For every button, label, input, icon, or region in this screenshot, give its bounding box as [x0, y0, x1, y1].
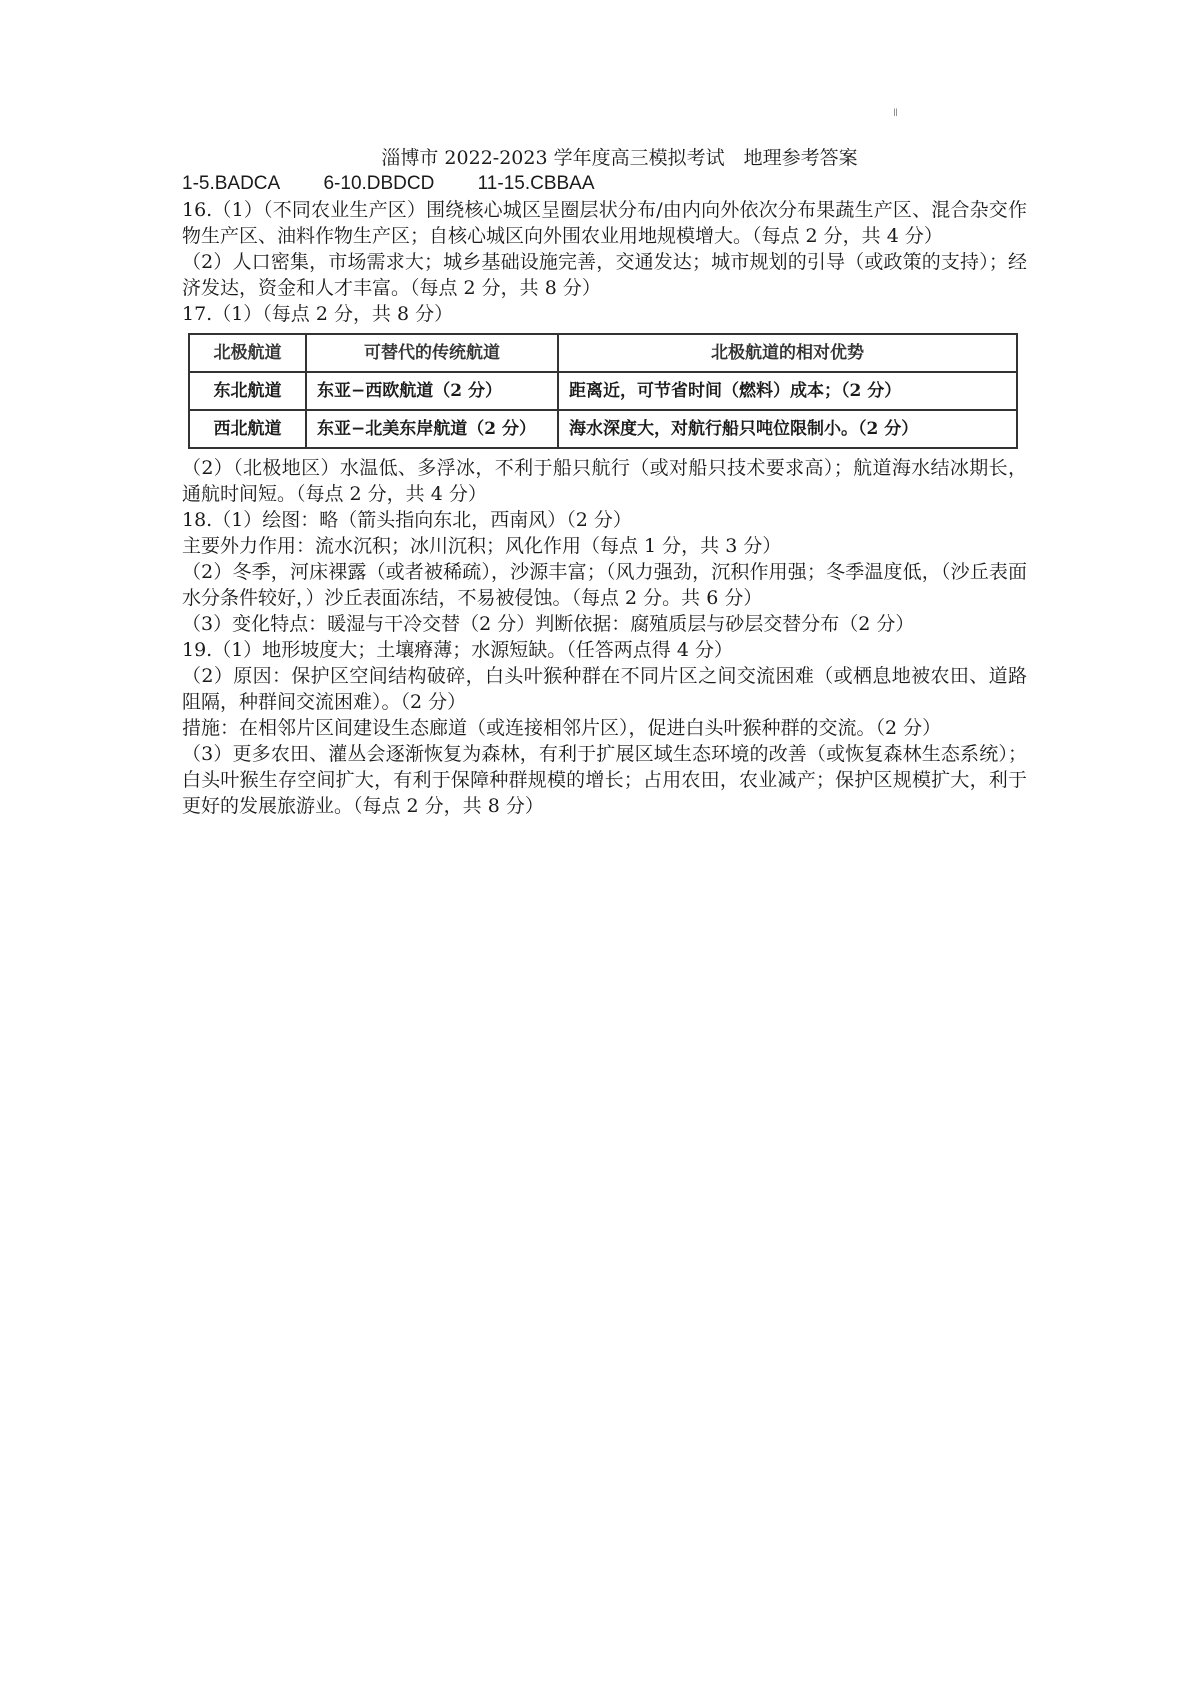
q19-part3: （3）更多农田、灌丛会逐渐恢复为森林，有利于扩展区域生态环境的改善（或恢复森林生态系统）；白头叶猴生存空间扩大，有利于保障种群规模的增长；占用农田，农业减产；保护区规模扩大，利于更好的发展旅游业。（每点 2 分，共 8 分） [182, 743, 1027, 817]
q16-part1: 16.（1）（不同农业生产区）围绕核心城区呈圈层状分布/由内向外依次分布果蔬生产区、混合杂交作物生产区、油料作物生产区；自核心城区向外围农业用地规模增大。（每点 2 分，共 4 分） [182, 199, 1027, 247]
q17-part1: 17.（1）（每点 2 分，共 8 分） [182, 303, 454, 325]
answer-document [182, 145, 1027, 819]
table-cell-advantage: 距离近，可节省时间（燃料）成本；（2 分） [558, 372, 1017, 410]
arctic-route-table [188, 333, 1018, 449]
q17-part2: （2）（北极地区）水温低、多浮冰，不利于船只航行（或对船只技术要求高）；航道海水结冰期长，通航时间短。（每点 2 分，共 4 分） [182, 457, 1027, 505]
q18-part3: （3）变化特点：暖湿与干冷交替（2 分）判断依据：腐殖质层与砂层交替分布（2 分） [182, 613, 915, 635]
q18-part1: 18.（1）绘图：略（箭头指向东北，西南风）（2 分） [182, 509, 632, 531]
corner-mark: ǁ [893, 108, 898, 119]
mc-answers-11-15: 11-15.CBBAA [477, 173, 595, 194]
table-cell-traditional: 东亚−北美东岸航道（2 分） [306, 410, 558, 448]
document-title: 淄博市 2022-2023 学年度高三模拟考试 地理参考答案 [381, 147, 858, 169]
q19-part2-measure: 措施：在相邻片区间建设生态廊道（或连接相邻片区），促进白头叶猴种群的交流。（2 分） [182, 717, 942, 739]
table-header-row [189, 334, 1017, 372]
table-cell-traditional: 东亚−西欧航道（2 分） [306, 372, 558, 410]
q18-part1-forces: 主要外力作用：流水沉积；冰川沉积；风化作用（每点 1 分，共 3 分） [182, 535, 782, 557]
mc-answers-6-10: 6-10.DBDCD [323, 173, 435, 194]
q18-part2: （2）冬季，河床裸露（或者被稀疏），沙源丰富；（风力强劲，沉积作用强；冬季温度低，（沙丘表面水分条件较好，）沙丘表面冻结，不易被侵蚀。（每点 2 分。共 6 分） [182, 561, 1027, 609]
table-header: 可替代的传统航道 [306, 334, 558, 372]
q16-part2: （2）人口密集，市场需求大；城乡基础设施完善，交通发达；城市规划的引导（或政策的支持）；经济发达，资金和人才丰富。（每点 2 分，共 8 分） [182, 251, 1027, 299]
table-cell-route: 西北航道 [189, 410, 306, 448]
table-header: 北极航道的相对优势 [558, 334, 1017, 372]
table-cell-advantage: 海水深度大，对航行船只吨位限制小。（2 分） [558, 410, 1017, 448]
table-cell-route: 东北航道 [189, 372, 306, 410]
table-row [189, 410, 1017, 448]
multiple-choice-answers [182, 171, 1027, 197]
table-row [189, 372, 1017, 410]
mc-answers-1-5: 1-5.BADCA [182, 173, 281, 194]
table-header: 北极航道 [189, 334, 306, 372]
q19-part1: 19.（1）地形坡度大；土壤瘠薄；水源短缺。（任答两点得 4 分） [182, 639, 733, 661]
q19-part2-reason: （2）原因：保护区空间结构破碎，白头叶猴种群在不同片区之间交流困难（或栖息地被农田、道路阻隔，种群间交流困难）。（2 分） [182, 665, 1027, 713]
